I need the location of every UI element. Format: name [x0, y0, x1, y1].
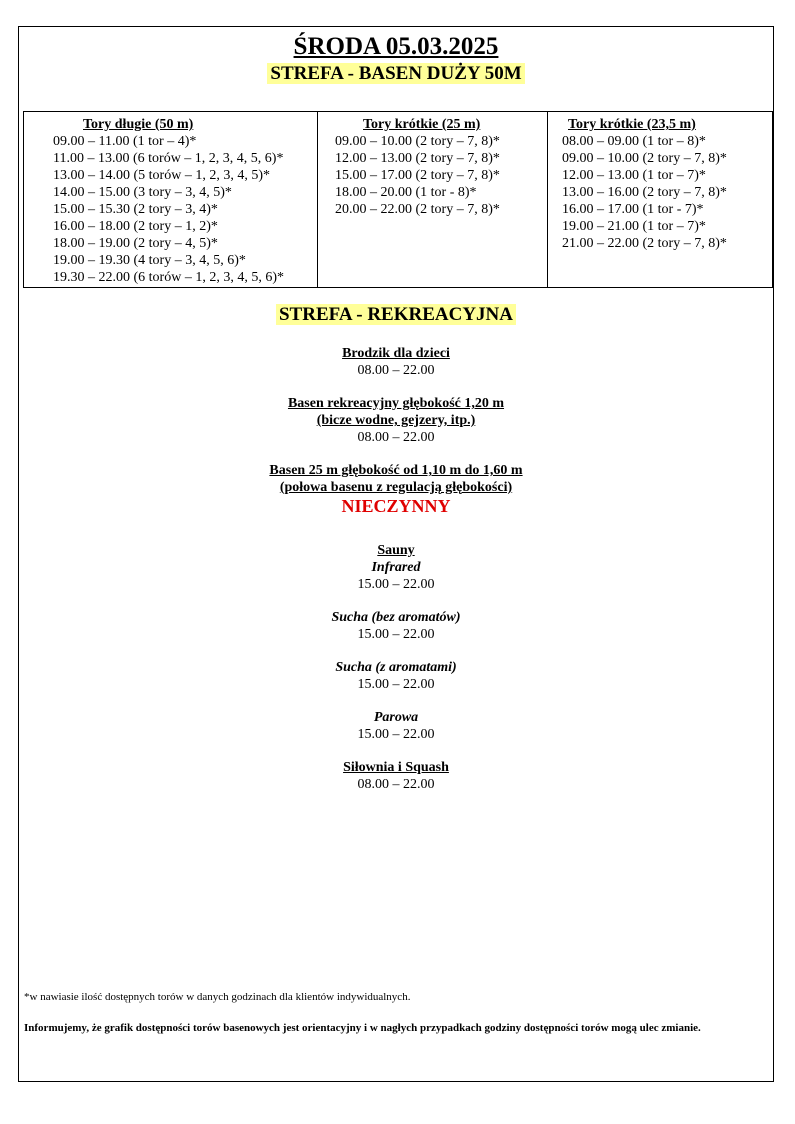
footnote: *w nawiasie ilość dostępnych torów w danych godzinach dla klientów indywidualnych.: [24, 991, 411, 1003]
lane-row: 09.00 – 11.00 (1 tor – 4)*: [53, 134, 197, 149]
rec-pool-hours: 08.00 – 22.00: [357, 430, 435, 445]
recreation-blocks: [19, 345, 773, 793]
lanes-column-long: [24, 112, 318, 287]
sauna-steam-hours: 15.00 – 22.00: [357, 727, 435, 742]
info-notice: Informujemy, że grafik dostępności torów basenowych jest orientacyjny i w nagłych przypadkach godziny dostępności torów mogą ulec zmianie.: [24, 1022, 701, 1034]
lane-row: 19.30 – 22.00 (6 torów – 1, 2, 3, 4, 5, 6)*: [53, 270, 284, 285]
lanes-table: [23, 111, 773, 288]
page-title: ŚRODA 05.03.2025: [293, 33, 499, 60]
kids-pool-name: Brodzik dla dzieci: [342, 346, 450, 361]
pool25-name: Basen 25 m głębokość od 1,10 m do 1,60 m: [269, 463, 523, 478]
lane-row: 08.00 – 09.00 (1 tor – 8)*: [562, 134, 706, 149]
lane-row: 20.00 – 22.00 (2 tory – 7, 8)*: [335, 202, 500, 217]
lane-row: 16.00 – 17.00 (1 tor - 7)*: [562, 202, 704, 217]
lane-row: 18.00 – 20.00 (1 tor - 8)*: [335, 185, 477, 200]
lane-row: 18.00 – 19.00 (2 tory – 4, 5)*: [53, 236, 218, 251]
lane-row: 14.00 – 15.00 (3 tory – 3, 4, 5)*: [53, 185, 232, 200]
lane-row: 12.00 – 13.00 (1 tor – 7)*: [562, 168, 706, 183]
page-frame: [18, 26, 774, 1082]
rec-pool-note: (bicze wodne, gejzery, itp.): [316, 413, 476, 428]
pool25-note: (połowa basenu z regulacją głębokości): [279, 480, 513, 495]
lane-row: 19.00 – 21.00 (1 tor – 7)*: [562, 219, 706, 234]
sauna-dry-plain-name: Sucha (bez aromatów): [331, 610, 461, 625]
lanes-column-short-25: [318, 112, 548, 287]
recreation-heading-wrap: [19, 304, 773, 326]
lane-row: 13.00 – 16.00 (2 tory – 7, 8)*: [562, 185, 727, 200]
column-heading: Tory krótkie (25 m): [363, 117, 481, 132]
zone-heading-wrap: [19, 63, 773, 85]
sauna-infrared-hours: 15.00 – 22.00: [357, 577, 435, 592]
saunas-heading: Sauny: [377, 543, 415, 558]
lane-row: 09.00 – 10.00 (2 tory – 7, 8)*: [562, 151, 727, 166]
sauna-dry-aroma-hours: 15.00 – 22.00: [357, 677, 435, 692]
column-heading: Tory krótkie (23,5 m): [568, 117, 696, 132]
lane-row: 15.00 – 17.00 (2 tory – 7, 8)*: [335, 168, 500, 183]
gym-hours: 08.00 – 22.00: [357, 777, 435, 792]
sauna-dry-aroma-name: Sucha (z aromatami): [335, 660, 457, 675]
rec-pool-name: Basen rekreacyjny głębokość 1,20 m: [287, 396, 505, 411]
lane-row: 11.00 – 13.00 (6 torów – 1, 2, 3, 4, 5, 6)*: [53, 151, 284, 166]
gym-name: Siłownia i Squash: [343, 760, 449, 775]
lane-row: 19.00 – 19.30 (4 tory – 3, 4, 5, 6)*: [53, 253, 246, 268]
sauna-steam-name: Parowa: [373, 710, 419, 725]
zone-heading: STREFA - BASEN DUŻY 50M: [267, 63, 524, 84]
lane-row: 15.00 – 15.30 (2 tory – 3, 4)*: [53, 202, 218, 217]
sauna-infrared-name: Infrared: [371, 560, 421, 575]
lane-row: 13.00 – 14.00 (5 torów – 1, 2, 3, 4, 5)*: [53, 168, 270, 183]
kids-pool-hours: 08.00 – 22.00: [357, 363, 435, 378]
recreation-heading: STREFA - REKREACYJNA: [276, 304, 516, 325]
lane-row: 09.00 – 10.00 (2 tory – 7, 8)*: [335, 134, 500, 149]
lanes-column-short-23-5: [548, 112, 772, 287]
lane-row: 12.00 – 13.00 (2 tory – 7, 8)*: [335, 151, 500, 166]
closed-status: NIECZYNNY: [341, 496, 451, 516]
sauna-dry-plain-hours: 15.00 – 22.00: [357, 627, 435, 642]
lane-row: 16.00 – 18.00 (2 tory – 1, 2)*: [53, 219, 218, 234]
column-heading: Tory długie (50 m): [83, 117, 194, 132]
lane-row: 21.00 – 22.00 (2 tory – 7, 8)*: [562, 236, 727, 251]
